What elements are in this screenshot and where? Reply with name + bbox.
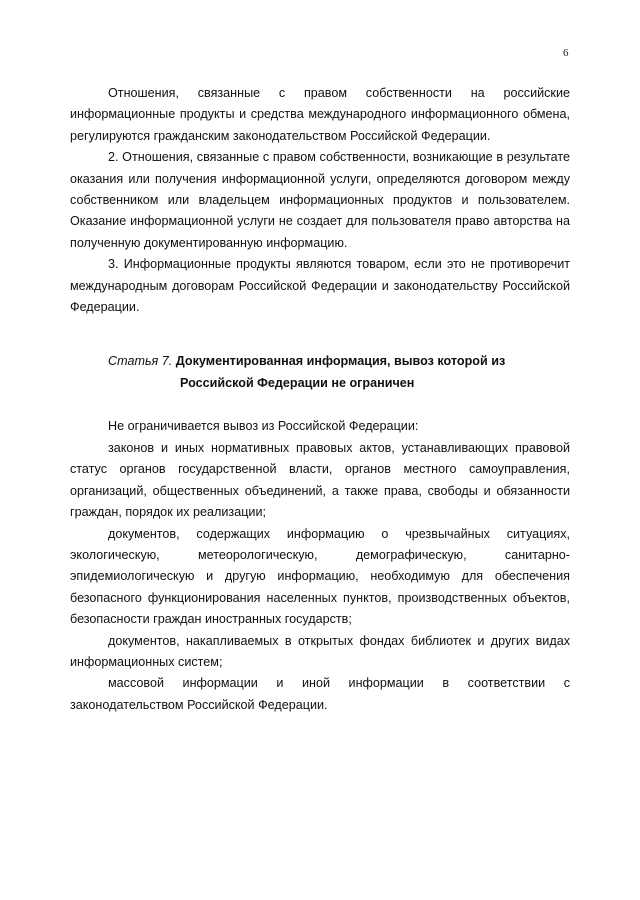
article-title-line1: Документированная информация, вывоз которой из	[175, 354, 506, 369]
document-body	[70, 83, 570, 716]
article-number: Статья 7.	[108, 354, 173, 369]
article-heading-line1	[108, 350, 570, 372]
paragraph-export-intro: Не ограничивается вывоз из Российской Федерации:	[108, 419, 419, 434]
page-number: 6	[563, 47, 569, 59]
article-heading	[70, 350, 570, 394]
paragraph-export-mass-info: массовой информации и иной информации в соответствии с законодательством Российской Федерации.	[70, 676, 570, 712]
paragraph-item-2: 2. Отношения, связанные с правом собственности, возникающие в результате оказания или получения информационной услуги, определяются договором между собственником или владельцем информационных продуктов и пользователем. Оказание информационной услуги не создает для пользователя право авторства на полученную документированную информацию.	[70, 150, 570, 250]
paragraph-export-emergency-docs: документов, содержащих информацию о чрезвычайных ситуациях, экологическую, метеорологическую, демографическую, санитарно-эпидемиологическую и другую информацию, необходимую для обеспечения безопасного функционирования населенных пунктов, производственных объектов, безопасности граждан иностранных государств;	[70, 526, 570, 627]
article-title-line2: Российской Федерации не ограничен	[180, 376, 415, 391]
paragraph-item-3: 3. Информационные продукты являются товаром, если это не противоречит международным договорам Российской Федерации и законодательству Российской Федерации.	[70, 257, 570, 315]
paragraph-export-library-docs: документов, накапливаемых в открытых фондах библиотек и других видах информационных систем;	[70, 633, 570, 669]
paragraph-export-laws: законов и иных нормативных правовых актов, устанавливающих правовой статус органов государственной власти, органов местного самоуправления, организаций, общественных объединений, а также права, свободы и обязанности граждан, порядок их реализации;	[70, 440, 570, 520]
paragraph-ownership-relations: Отношения, связанные с правом собственности на российские информационные продукты и средства международного информационного обмена, регулируются гражданским законодательством Российской Федерации.	[70, 86, 570, 143]
